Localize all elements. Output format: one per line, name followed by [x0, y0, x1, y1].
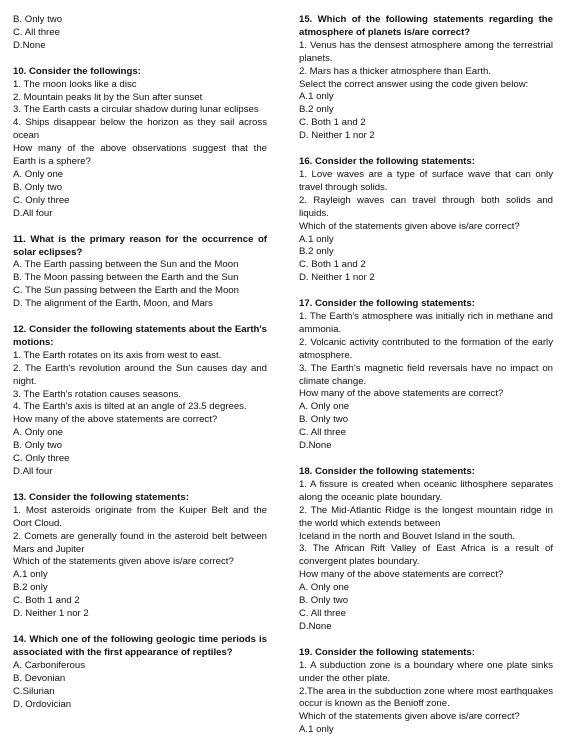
answer-option: C. Both 1 and 2: [13, 595, 80, 607]
answer-option: C. Both 1 and 2: [299, 259, 366, 271]
question-title: 13. Consider the following statements:: [13, 491, 189, 503]
question-block: [299, 466, 553, 634]
answer-option: B. Only two: [13, 440, 63, 452]
answer-option: C. All three: [13, 26, 60, 38]
question-text-line: 2. Volcanic activity contributed to the formation of the early atmosphere.: [299, 336, 553, 361]
question-text-line: How many of the above statements are correct?: [299, 569, 504, 581]
answer-option: D. Neither 1 nor 2: [299, 130, 375, 142]
question-text-line: 2.The area in the subduction zone where most earthquakes occur is known as the Benioff zone.: [299, 685, 553, 710]
question-block: [299, 298, 553, 453]
answer-option: C. All three: [299, 427, 346, 439]
answer-option: D.None: [299, 440, 332, 452]
question-text-line: 1. Most asteroids originate from the Kuiper Belt and the Oort Cloud.: [13, 504, 267, 529]
question-title: 17. Consider the following statements:: [299, 298, 475, 310]
question-text-line: 2. Comets are generally found in the asteroid belt between Mars and Jupiter: [13, 530, 267, 555]
answer-option: D. The alignment of the Earth, Moon, and Mars: [13, 298, 213, 310]
question-text-line: 3. The Earth casts a circular shadow during lunar eclipses: [13, 104, 259, 116]
answer-option: C. The Sun passing between the Earth and the Moon: [13, 285, 239, 297]
answer-option: B. Only two: [13, 181, 63, 193]
question-text-line: 4. The Earth's axis is tilted at an angle of 23.5 degrees.: [13, 401, 247, 413]
answer-option: A.1 only: [13, 569, 48, 581]
question-text-line: 2. The Earth's revolution around the Sun causes day and night.: [13, 362, 267, 387]
answer-option: A. Only one: [299, 582, 350, 594]
question-text-line: 3. The Earth's rotation causes seasons.: [13, 388, 182, 400]
question-text-line: 3. The Earth's magnetic field reversals have no impact on climate change.: [299, 362, 553, 387]
question-block: [13, 492, 267, 621]
question-block: [13, 234, 267, 311]
question-text-line: How many of the above statements are correct?: [299, 388, 504, 400]
answer-option: B.2 only: [13, 582, 48, 594]
question-text-line: 4. Ships disappear below the horizon as they sail across ocean: [13, 117, 267, 142]
question-text-line: 1. The moon looks like a disc: [13, 78, 137, 90]
answer-option: A. Only one: [299, 401, 350, 413]
question-block: [299, 14, 553, 143]
answer-option: A.1 only: [299, 233, 334, 245]
answer-option: C.Silurian: [13, 685, 55, 697]
answer-option: B. Only two: [299, 414, 349, 426]
question-text-line: Iceland in the north and Bouvet Island in the south.: [299, 530, 516, 542]
question-text-line: 3. The African Rift Valley of East Africa is a result of convergent plates boundary.: [299, 543, 553, 568]
question-block: [13, 634, 267, 711]
answer-option: D.All four: [13, 207, 53, 219]
answer-option: A. The Earth passing between the Sun and the Moon: [13, 259, 239, 271]
question-block: [299, 647, 553, 737]
question-title: 10. Consider the followings:: [13, 65, 141, 77]
answer-option: B.2 only: [299, 246, 334, 258]
question-text-line: Which of the statements given above is/are correct?: [13, 556, 234, 568]
answer-option: A. Only one: [13, 427, 64, 439]
answer-option: A. Only one: [13, 168, 64, 180]
question-title: 18. Consider the following statements:: [299, 466, 475, 477]
answer-option: D.All four: [13, 466, 53, 477]
question-text-line: 2. Mountain peaks lit by the Sun after sunset: [13, 91, 203, 103]
answer-option: C. Only three: [13, 453, 70, 465]
question-block: [299, 156, 553, 285]
question-text-line: 1. The Earth rotates on its axis from west to east.: [13, 349, 222, 361]
question-title: 12. Consider the following statements about the Earth's motions:: [13, 324, 267, 348]
answer-option: C. All three: [299, 607, 346, 619]
answer-option: A. Carboniferous: [13, 659, 85, 671]
answer-option: B. Devonian: [13, 672, 66, 684]
question-text-line: 1. The Earth's atmosphere was initially rich in methane and ammonia.: [299, 311, 553, 335]
question-block: [13, 66, 267, 221]
question-title: 15. Which of the following statements regarding the atmosphere of planets is/are correct?: [299, 14, 553, 38]
answer-option: B.2 only: [299, 104, 334, 116]
question-text-line: 2. Rayleigh waves can travel through both solids and liquids.: [299, 194, 553, 219]
question-text-line: 1. Venus has the densest atmosphere among the terrestrial planets.: [299, 39, 553, 64]
answer-option: D. Ordovician: [13, 698, 72, 710]
answer-option: D.None: [13, 39, 46, 51]
question-text-line: 1. A fissure is created when oceanic lithosphere separates along the oceanic plate boundary.: [299, 478, 553, 503]
question-text-line: How many of the above observations suggest that the Earth is a sphere?: [13, 143, 267, 168]
question-title: 11. What is the primary reason for the occurrence of solar eclipses?: [13, 233, 267, 258]
answer-option: B. Only two: [13, 14, 63, 25]
question-block: [13, 14, 267, 53]
answer-option: C. Only three: [13, 194, 70, 206]
question-text-line: 2. The Mid-Atlantic Ridge is the longest mountain ridge in the world which extends between: [299, 504, 553, 529]
answer-option: D.None: [299, 620, 332, 632]
answer-option: A.1 only: [299, 91, 334, 103]
right-column: [299, 14, 553, 750]
question-title: 14. Which one of the following geologic time periods is associated with the first appearance of reptiles?: [13, 633, 267, 658]
question-text-line: 1. Love waves are a type of surface wave that can only travel through solids.: [299, 168, 553, 193]
question-text-line: Which of the statements given above is/are correct?: [299, 711, 520, 723]
answer-option: C. Both 1 and 2: [299, 117, 366, 129]
answer-option: A.1 only: [299, 724, 334, 736]
answer-option: D. Neither 1 nor 2: [299, 272, 375, 284]
question-block: [13, 324, 267, 479]
answer-option: D. Neither 1 nor 2: [13, 608, 89, 620]
answer-option: B. The Moon passing between the Earth and the Sun: [13, 272, 239, 284]
question-title: 19. Consider the following statements:: [299, 646, 475, 658]
question-text-line: Select the correct answer using the code given below:: [299, 78, 529, 90]
question-text-line: Which of the statements given above is/are correct?: [299, 220, 520, 232]
question-title: 16. Consider the following statements:: [299, 156, 475, 168]
answer-option: B. Only two: [299, 595, 349, 607]
question-text-line: How many of the above statements are correct?: [13, 414, 218, 426]
question-text-line: 2. Mars has a thicker atmosphere than Earth.: [299, 65, 491, 77]
left-column: [13, 14, 267, 724]
question-text-line: 1. A subduction zone is a boundary where one plate sinks under the other plate.: [299, 659, 553, 684]
